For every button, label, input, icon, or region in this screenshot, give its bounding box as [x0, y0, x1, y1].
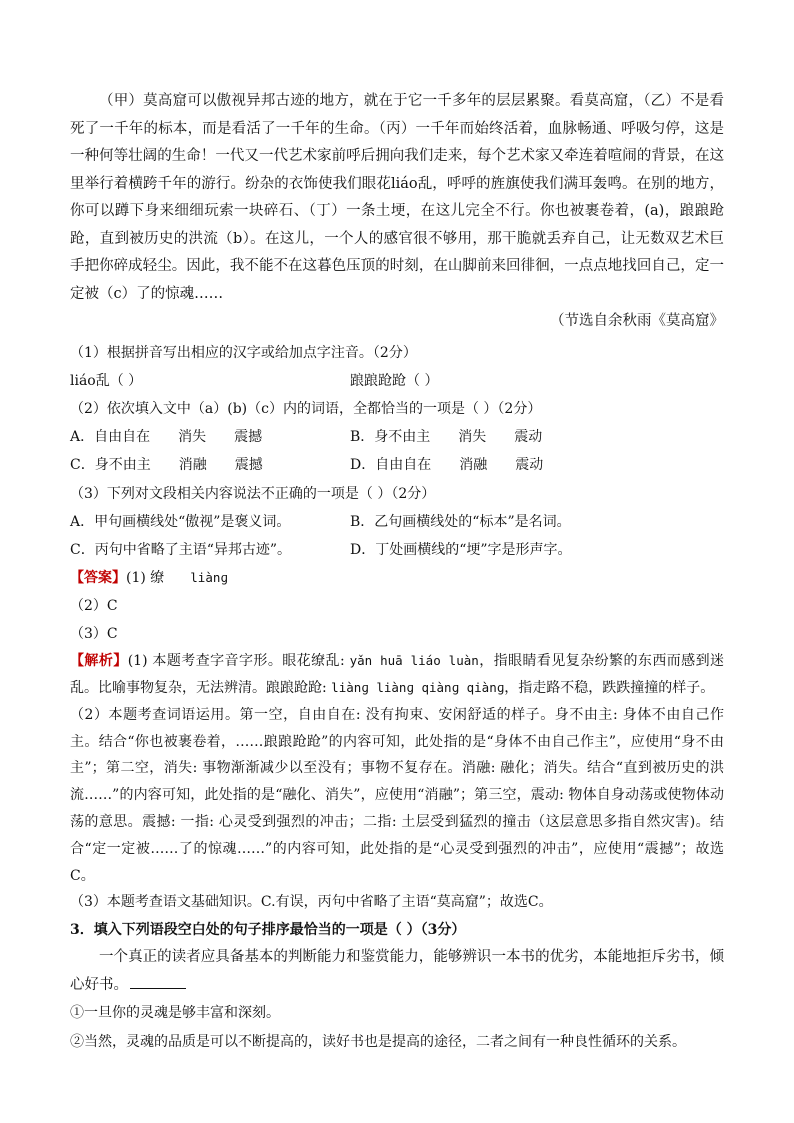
analysis-pinyin-1: yǎn huā liáo luàn	[349, 653, 479, 669]
question-2-options-row-2	[70, 451, 724, 479]
passage-text: （甲）莫高窟可以傲视异邦古迹的地方，就在于它一千多年的层层累聚。看莫高窟，（乙）不是看死了一千年的标本，而是看活了一千年的生命。（丙）一千年而始终活着，血脉畅通、呼吸匀停，这是一种何等壮阔的生命！一代又一代艺术家前呼后拥向我们走来，每个艺术家又牵连着喧闹的背景，在这里举行着横跨千年的游行。纷杂的衣饰使我们眼花liáo乱，呼呼的旌旗使我们满耳轰鸣。在别的地方，你可以蹲下身来细细玩索一块碎石、（丁）一条土埂，在这儿完全不行。你也被裹卷着，(a)，踉踉跄跄，直到被历史的洪流（b）。在这儿，一个人的感官很不够用，那干脆就丢弃自己，让无数双艺术巨手把你碎成轻尘。因此，我不能不在这暮色压顶的时刻，在山脚前来回徘徊，一点点地找回自己，定一定被（c）了的惊魂……	[70, 93, 724, 302]
question-next-paragraph-text: 一个真正的读者应具备基本的判断能力和鉴赏能力，能够辨识一本书的优劣，本能地拒斥劣书，倾心好书。	[70, 949, 724, 993]
question-next-title: 3．填入下列语段空白处的句子排序最恰当的一项是（ ）（3分）	[70, 922, 466, 939]
question-3-stem: （3）下列对文段相关内容说法不正确的一项是（ ）（2分）	[70, 485, 436, 502]
answer-1-pinyin: liànɡ	[190, 570, 228, 586]
answer-line-3: （3）C	[70, 626, 118, 643]
question-1-item-a: liáo乱（ ）	[70, 372, 143, 389]
analysis-1c: ，指走路不稳，跌跌撞撞的样子。	[504, 679, 715, 696]
question-3-options-row-1	[70, 508, 724, 536]
question-next-item-2: ②当然，灵魂的品质是可以不断提高的，读好书也是提高的途径，二者之间有一种良性循环的关系。	[70, 1033, 686, 1050]
question-3-options-row-2	[70, 536, 724, 564]
analysis-part-1	[70, 648, 724, 702]
question-2-options-row-1	[70, 423, 724, 451]
answer-1: (1) 缭	[126, 570, 165, 587]
question-1-stem: （1）根据拼音写出相应的汉字或给加点字注音。（2分）	[70, 344, 417, 361]
question-1-items	[70, 367, 724, 395]
question-2-option-d: D．自由自在 消融 震动	[350, 457, 544, 474]
analysis-part-3: （3）本题考查语文基础知识。C.有误，丙句中省略了主语“莫高窟”；故选C。	[70, 894, 553, 911]
question-2-stem: （2）依次填入文中（a）(b)（c）内的词语，全都恰当的一项是（ ）（2分）	[70, 400, 542, 417]
answer-blank	[130, 988, 186, 989]
question-next-item-1: ①一旦你的灵魂是够丰富和深刻。	[70, 1005, 280, 1022]
question-3-option-c: C．丙句中省略了主语“异邦古迹”。	[70, 541, 292, 558]
question-3-option-d: D．丁处画横线的“埂”字是形声字。	[350, 541, 572, 558]
question-2-option-b: B．身不由主 消失 震动	[350, 429, 543, 446]
question-3-option-a: A．甲句画横线处“傲视”是褒义词。	[70, 513, 291, 530]
analysis-1a: (1) 本题考查字音字形。眼花缭乱:	[127, 653, 350, 670]
question-2-option-a: A．自由自在 消失 震撼	[70, 429, 263, 446]
analysis-tag: 【解析】	[70, 653, 128, 670]
answer-line-1	[70, 564, 724, 592]
question-1-item-b: 踉踉跄跄（ ）	[350, 372, 439, 389]
analysis-pinyin-2: liànɡ liànɡ qiànɡ qiànɡ	[331, 679, 505, 695]
analysis-part-2: （2）本题考查词语运用。第一空，自由自在: 没有拘束、安闲舒适的样子。身不由主: 身体不由自己作主。结合“你也被裹卷着，……踉踉跄跄”的内容可知，此处指的是“身体不由自己作主”，应使用“身不由主”；第二空，消失: 事物渐渐减少以至没有；事物不复存在。消融: 融化；消失。结合“直到被历史的洪流……”的内容可知，此处指的是“融化、消失”，应使用“消融”；第三空，震动: 物体自身动荡或使物体动荡的意思。震撼: 一指: 心灵受到强烈的冲击；二指: 土层受到猛烈的撞击（这层意思多指自然灾害)。结合“定一定被……了的惊魂……”的内容可知，此处指的是“心灵受到强烈的冲击”，应使用“震撼”；故选C。	[70, 706, 724, 884]
analysis-1b: ，指眼睛看见复杂纷繁的东西而感到迷乱。比喻事物复杂，无法辨清。踉踉跄跄:	[70, 653, 725, 696]
question-3-option-b: B．乙句画横线处的“标本”是名词。	[350, 513, 571, 530]
answer-line-2: （2）C	[70, 598, 118, 615]
passage-source: （节选自余秋雨《莫高窟》	[550, 313, 724, 329]
question-2-option-c: C．身不由主 消融 震撼	[70, 457, 263, 474]
answer-tag: 【答案】	[70, 570, 126, 587]
question-next-paragraph	[70, 944, 724, 999]
